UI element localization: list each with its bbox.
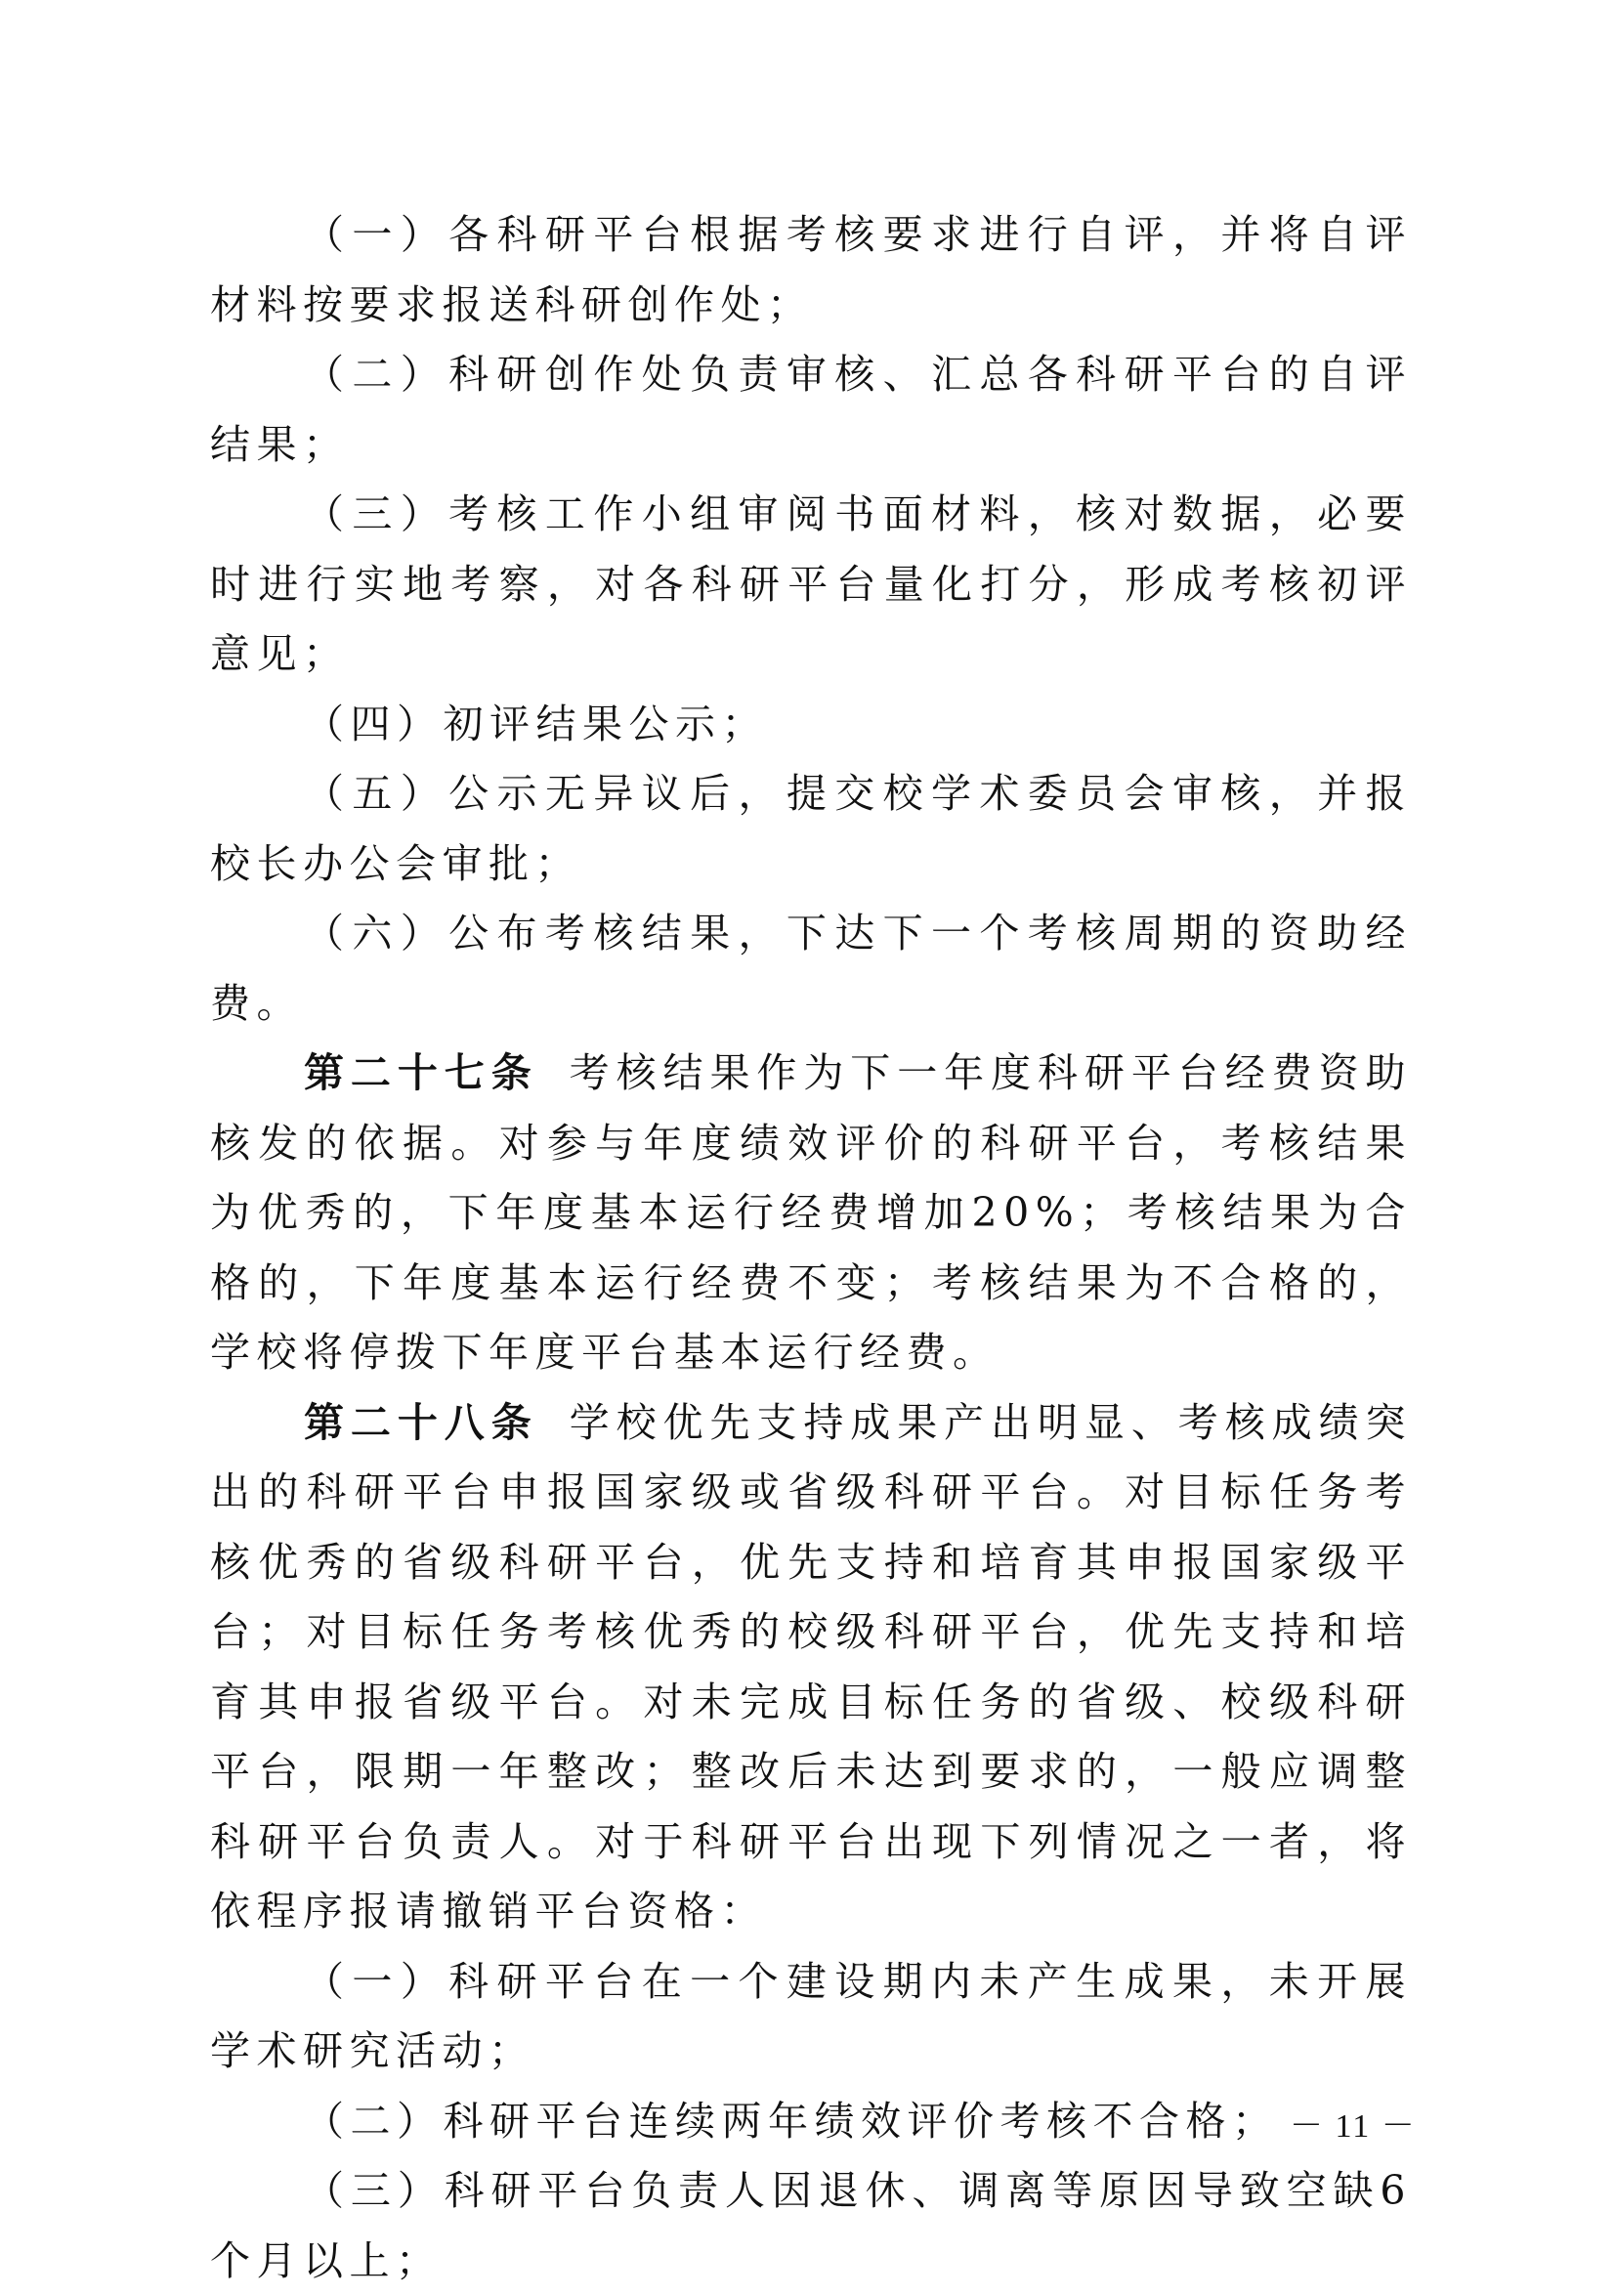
document-body — [210, 200, 1412, 2296]
paragraph-step-5 — [210, 759, 1412, 899]
revocation-item-1 — [210, 1947, 1412, 2087]
paragraph-text: （四）初评结果公示； — [304, 700, 768, 747]
paragraph-text: （一）各科研平台根据考核要求进行自评，并将自评材料按要求报送科研创作处； — [210, 211, 1412, 328]
article-label: 第二十七条 — [304, 1049, 538, 1096]
paragraph-step-6 — [210, 899, 1412, 1039]
article-28 — [210, 1388, 1412, 1947]
paragraph-text: （三）科研平台负责人因退休、调离等原因导致空缺6个月以上； — [210, 2167, 1412, 2284]
paragraph-text: 学校优先支持成果产出明显、考核成绩突出的科研平台申报国家级或省级科研平台。对目标任务考核优秀的省级科研平台，优先支持和培育其申报国家级平台；对目标任务考核优秀的校级科研平台，优先支持和培育其申报省级平台。对未完成目标任务的省级、校级科研平台，限期一年整改；整改后未达到要求的，一般应调整科研平台负责人。对于科研平台出现下列情况之一者，将依程序报请撤销平台资格： — [210, 1398, 1413, 1935]
revocation-item-3 — [210, 2156, 1412, 2296]
paragraph-text: （六）公布考核结果，下达下一个考核周期的资助经费。 — [210, 910, 1412, 1027]
revocation-item-2 — [210, 2087, 1412, 2157]
paragraph-text: （二）科研创作处负责审核、汇总各科研平台的自评结果； — [210, 351, 1412, 468]
paragraph-text: （三）考核工作小组审阅书面材料，核对数据，必要时进行实地考察，对各科研平台量化打分，形成考核初评意见； — [210, 490, 1412, 677]
paragraph-step-1 — [210, 200, 1412, 340]
paragraph-step-4 — [210, 690, 1412, 760]
paragraph-text: （五）公示无异议后，提交校学术委员会审核，并报校长办公会审批； — [210, 770, 1412, 887]
paragraph-step-2 — [210, 340, 1412, 480]
paragraph-text: （一）科研平台在一个建设期内未产生成果，未开展学术研究活动； — [210, 1957, 1412, 2074]
page-number: － 11 － — [1290, 2108, 1417, 2145]
paragraph-text: （二）科研平台连续两年绩效评价考核不合格； — [304, 2097, 1279, 2145]
article-27 — [210, 1039, 1412, 1388]
article-label: 第二十八条 — [304, 1398, 538, 1446]
paragraph-step-3 — [210, 480, 1412, 690]
paragraph-text: 考核结果作为下一年度科研平台经费资助核发的依据。对参与年度绩效评价的科研平台，考核结果为优秀的，下年度基本运行经费增加20%；考核结果为合格的，下年度基本运行经费不变；考核结果为不合格的，学校将停拨下年度平台基本运行经费。 — [210, 1049, 1413, 1376]
